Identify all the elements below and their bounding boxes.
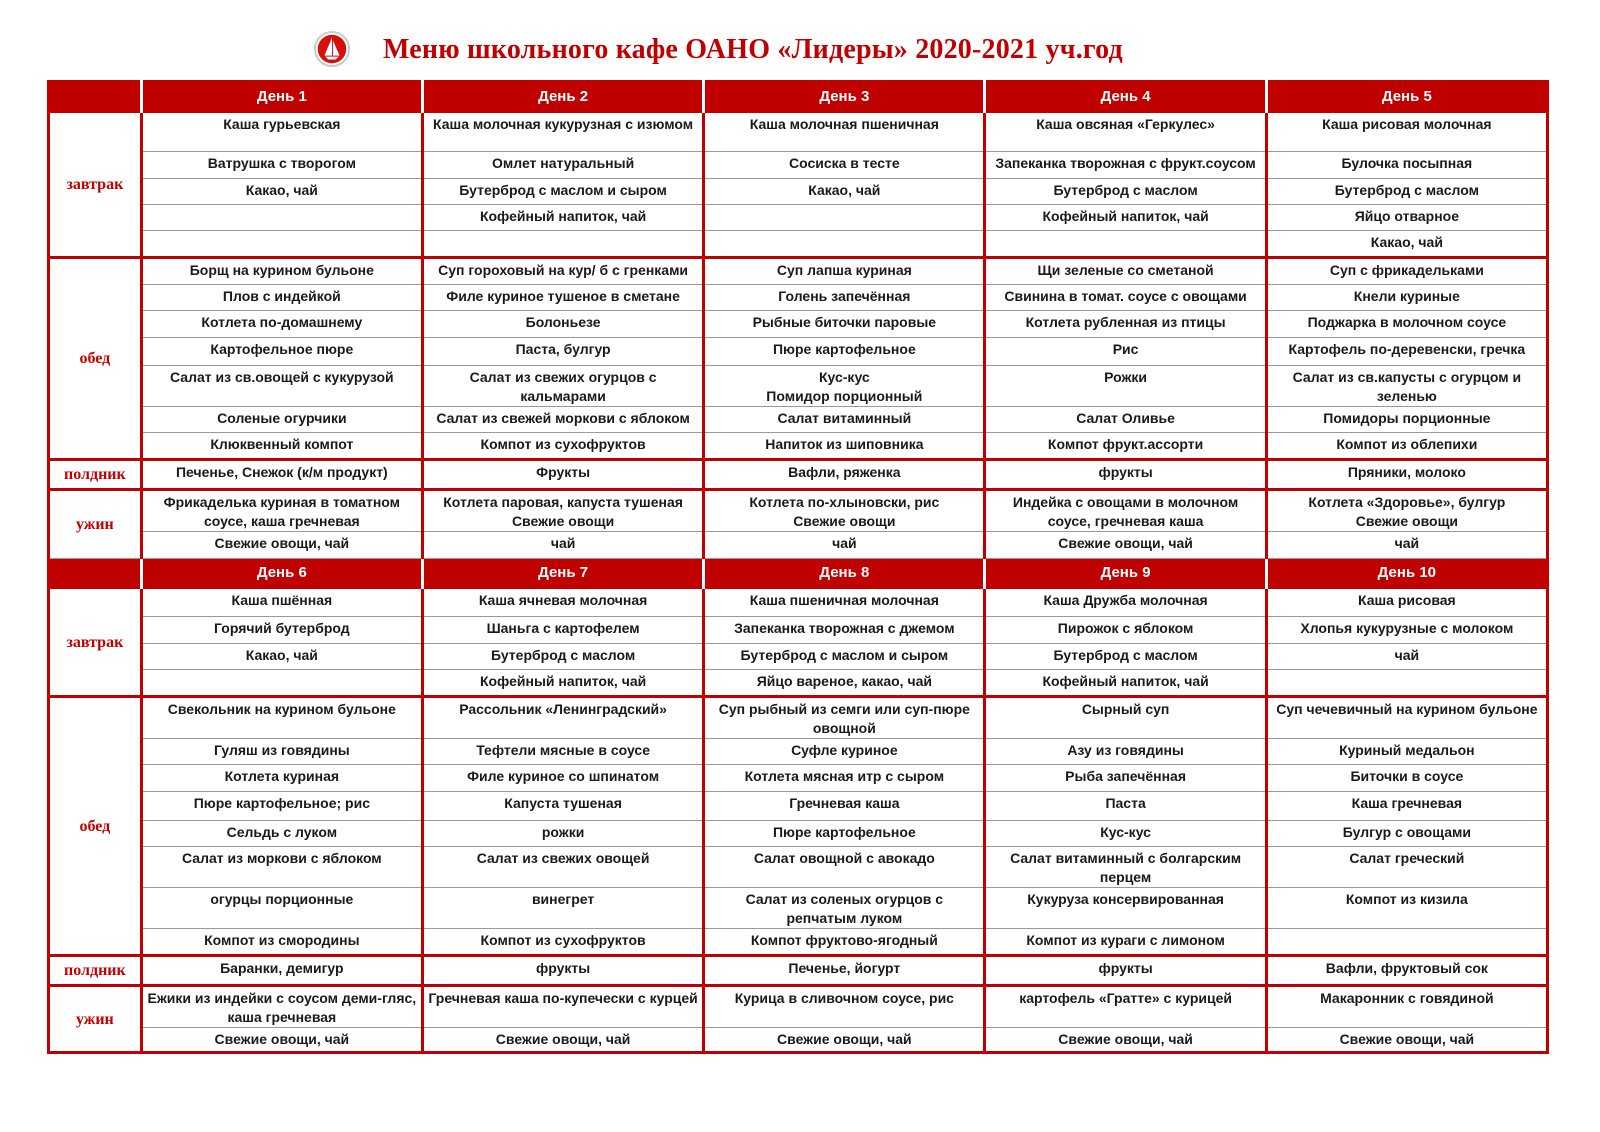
menu-item: Пирожок с яблоком <box>985 617 1266 644</box>
menu-item: Бутерброд с маслом и сыром <box>704 644 985 670</box>
menu-item: чай <box>1266 644 1547 670</box>
menu-row <box>49 205 1548 231</box>
menu-item: Котлета рубленная из птицы <box>985 311 1266 338</box>
menu-item: Компот из сухофруктов <box>422 929 703 956</box>
menu-item: Сельдь с луком <box>141 821 422 847</box>
menu-item: Какао, чай <box>1266 231 1547 258</box>
menu-item: Картофель по-деревенски, гречка <box>1266 338 1547 366</box>
menu-item: Какао, чай <box>141 179 422 205</box>
menu-item: Сосиска в тесте <box>704 152 985 179</box>
day-header-row <box>49 82 1548 112</box>
menu-item: Ежики из индейки с соусом деми-гляс, каша гречневая <box>141 986 422 1028</box>
menu-item: Каша рисовая молочная <box>1266 112 1547 152</box>
menu-item: Свежие овощи, чай <box>985 1028 1266 1053</box>
menu-item: Рыба запечённая <box>985 765 1266 792</box>
menu-item: Суп гороховый на кур/ б с гренками <box>422 258 703 285</box>
menu-item: Паста <box>985 792 1266 821</box>
menu-item: Салат из св.капусты с огурцом и зеленью <box>1266 366 1547 407</box>
menu-item: Кофейный напиток, чай <box>985 205 1266 231</box>
menu-item <box>141 231 422 258</box>
menu-item: Каша овсяная «Геркулес» <box>985 112 1266 152</box>
menu-item: Фрикаделька куриная в томатном соусе, каша гречневая <box>141 490 422 532</box>
day-header-row <box>49 559 1548 588</box>
day-header: День 10 <box>1266 559 1547 588</box>
menu-item: Курица в сливочном соусе, рис <box>704 986 985 1028</box>
menu-table <box>47 80 1549 1054</box>
menu-row <box>49 697 1548 739</box>
menu-row <box>49 888 1548 929</box>
menu-item: Филе куриное со шпинатом <box>422 765 703 792</box>
menu-item: Шаньга с картофелем <box>422 617 703 644</box>
menu-item: Салат греческий <box>1266 847 1547 888</box>
menu-item: Омлет натуральный <box>422 152 703 179</box>
menu-item: Горячий бутерброд <box>141 617 422 644</box>
menu-item: Тефтели мясные в соусе <box>422 739 703 765</box>
menu-item: Компот фрукт.ассорти <box>985 433 1266 460</box>
menu-item: Печенье, йогурт <box>704 956 985 986</box>
menu-row <box>49 152 1548 179</box>
menu-item: Кукуруза консервированная <box>985 888 1266 929</box>
menu-item: Паста, булгур <box>422 338 703 366</box>
menu-item: Поджарка в молочном соусе <box>1266 311 1547 338</box>
menu-item: Свинина в томат. соусе с овощами <box>985 285 1266 311</box>
menu-row <box>49 311 1548 338</box>
menu-item: Азу из говядины <box>985 739 1266 765</box>
menu-item: Пряники, молоко <box>1266 460 1547 490</box>
menu-item: Котлета по-хлыновски, рис Свежие овощи <box>704 490 985 532</box>
menu-row <box>49 179 1548 205</box>
menu-row <box>49 847 1548 888</box>
menu-item: Индейка с овощами в молочном соусе, гречневая каша <box>985 490 1266 532</box>
menu-item: Салат из свежих огурцов с кальмарами <box>422 366 703 407</box>
menu-item: Компот из кизила <box>1266 888 1547 929</box>
menu-item <box>704 231 985 258</box>
menu-item: Каша рисовая <box>1266 588 1547 617</box>
menu-item: Салат Оливье <box>985 407 1266 433</box>
page-title: Меню школьного кафе ОАНО «Лидеры» 2020-2021 уч.год <box>383 34 1123 65</box>
menu-item: Каша пшённая <box>141 588 422 617</box>
menu-row <box>49 231 1548 258</box>
menu-item: Компот из смородины <box>141 929 422 956</box>
day-header: День 8 <box>704 559 985 588</box>
menu-item <box>1266 929 1547 956</box>
menu-item: Бутерброд с маслом <box>985 644 1266 670</box>
menu-item: Рыбные биточки паровые <box>704 311 985 338</box>
menu-row <box>49 490 1548 532</box>
menu-item: Яйцо вареное, какао, чай <box>704 670 985 697</box>
menu-item: Помидоры порционные <box>1266 407 1547 433</box>
header-corner <box>49 559 142 588</box>
menu-item: Рис <box>985 338 1266 366</box>
menu-item: Салат из св.овощей с кукурузой <box>141 366 422 407</box>
menu-item: Запеканка творожная с джемом <box>704 617 985 644</box>
menu-item: Компот из облепихи <box>1266 433 1547 460</box>
meal-label: полдник <box>49 460 142 490</box>
menu-row <box>49 258 1548 285</box>
menu-item: Фрукты <box>422 460 703 490</box>
day-header: День 2 <box>422 82 703 112</box>
menu-item: Салат из соленых огурцов с репчатым луком <box>704 888 985 929</box>
menu-item: Компот из сухофруктов <box>422 433 703 460</box>
menu-item: Свежие овощи, чай <box>985 532 1266 559</box>
menu-item: Филе куриное тушеное в сметане <box>422 285 703 311</box>
menu-item: Свежие овощи, чай <box>704 1028 985 1053</box>
menu-item: Котлета по-домашнему <box>141 311 422 338</box>
menu-item: Болоньезе <box>422 311 703 338</box>
menu-row <box>49 366 1548 407</box>
menu-item: Суп чечевичный на курином бульоне <box>1266 697 1547 739</box>
menu-item: Котлета паровая, капуста тушеная Свежие овощи <box>422 490 703 532</box>
menu-item: Бутерброд с маслом <box>422 644 703 670</box>
page-header <box>0 28 1600 84</box>
meal-label: ужин <box>49 490 142 559</box>
menu-item: огурцы порционные <box>141 888 422 929</box>
menu-item: Борщ на курином бульоне <box>141 258 422 285</box>
menu-item: Салат из свежих овощей <box>422 847 703 888</box>
menu-item: Каша гречневая <box>1266 792 1547 821</box>
menu-item <box>141 205 422 231</box>
day-header: День 5 <box>1266 82 1547 112</box>
menu-item: Кус-кус Помидор порционный <box>704 366 985 407</box>
menu-item: чай <box>1266 532 1547 559</box>
menu-item: Щи зеленые со сметаной <box>985 258 1266 285</box>
menu-item: Кнели куриные <box>1266 285 1547 311</box>
menu-item: Голень запечённая <box>704 285 985 311</box>
menu-row <box>49 617 1548 644</box>
sailboat-emblem-icon <box>313 30 351 68</box>
menu-item: Хлопья кукурузные с молоком <box>1266 617 1547 644</box>
menu-item: Гречневая каша по-купечески с курцей <box>422 986 703 1028</box>
menu-item <box>422 231 703 258</box>
menu-item: Салат витаминный <box>704 407 985 433</box>
meal-label: ужин <box>49 986 142 1053</box>
menu-row <box>49 1028 1548 1053</box>
menu-item: рожки <box>422 821 703 847</box>
menu-item: Бутерброд с маслом <box>985 179 1266 205</box>
menu-row <box>49 407 1548 433</box>
menu-item: Напиток из шиповника <box>704 433 985 460</box>
menu-item: Кофейный напиток, чай <box>422 670 703 697</box>
menu-item: Котлета куриная <box>141 765 422 792</box>
meal-label: завтрак <box>49 112 142 258</box>
menu-item: Макаронник с говядиной <box>1266 986 1547 1028</box>
menu-row <box>49 739 1548 765</box>
menu-item: картофель «Гратте» с курицей <box>985 986 1266 1028</box>
menu-row <box>49 956 1548 986</box>
menu-item: Печенье, Снежок (к/м продукт) <box>141 460 422 490</box>
menu-item: Кус-кус <box>985 821 1266 847</box>
menu-item: Каша гурьевская <box>141 112 422 152</box>
menu-row <box>49 532 1548 559</box>
day-header: День 3 <box>704 82 985 112</box>
menu-item: Свежие овощи, чай <box>422 1028 703 1053</box>
menu-item: фрукты <box>985 956 1266 986</box>
menu-row <box>49 929 1548 956</box>
menu-item: Компот из кураги с лимоном <box>985 929 1266 956</box>
menu-item: Бутерброд с маслом <box>1266 179 1547 205</box>
meal-label: завтрак <box>49 588 142 697</box>
menu-row <box>49 821 1548 847</box>
menu-item: Клюквенный компот <box>141 433 422 460</box>
menu-item: Запеканка творожная с фрукт.соусом <box>985 152 1266 179</box>
menu-item: Каша ячневая молочная <box>422 588 703 617</box>
menu-item: Салат из свежей моркови с яблоком <box>422 407 703 433</box>
menu-row <box>49 460 1548 490</box>
menu-item: Картофельное пюре <box>141 338 422 366</box>
menu-item: Рожки <box>985 366 1266 407</box>
meal-label: обед <box>49 258 142 460</box>
menu-item: Вафли, ряженка <box>704 460 985 490</box>
menu-item: Пюре картофельное; рис <box>141 792 422 821</box>
menu-item: Каша молочная пшеничная <box>704 112 985 152</box>
menu-item: Плов с индейкой <box>141 285 422 311</box>
menu-item: Суп рыбный из семги или суп-пюре овощной <box>704 697 985 739</box>
menu-item: Булгур с овощами <box>1266 821 1547 847</box>
menu-item: Котлета «Здоровье», булгур Свежие овощи <box>1266 490 1547 532</box>
day-header: День 9 <box>985 559 1266 588</box>
menu-item: Свекольник на курином бульоне <box>141 697 422 739</box>
menu-item: Свежие овощи, чай <box>141 1028 422 1053</box>
menu-item: Капуста тушеная <box>422 792 703 821</box>
menu-item: Кофейный напиток, чай <box>422 205 703 231</box>
menu-item: Свежие овощи, чай <box>141 532 422 559</box>
menu-row <box>49 588 1548 617</box>
menu-item: Суп с фрикадельками <box>1266 258 1547 285</box>
menu-item: Куриный медальон <box>1266 739 1547 765</box>
menu-item: Салат витаминный с болгарским перцем <box>985 847 1266 888</box>
menu-item: Рассольник «Ленинградский» <box>422 697 703 739</box>
menu-item: Баранки, демигур <box>141 956 422 986</box>
menu-item: чай <box>704 532 985 559</box>
menu-item: Какао, чай <box>704 179 985 205</box>
day-header: День 6 <box>141 559 422 588</box>
menu-item <box>141 670 422 697</box>
menu-item <box>985 231 1266 258</box>
menu-item: Пюре картофельное <box>704 338 985 366</box>
day-header: День 1 <box>141 82 422 112</box>
menu-row <box>49 765 1548 792</box>
menu-item: Каша пшеничная молочная <box>704 588 985 617</box>
menu-item: Сырный суп <box>985 697 1266 739</box>
menu-row <box>49 792 1548 821</box>
menu-item: Гуляш из говядины <box>141 739 422 765</box>
menu-item: Каша молочная кукурузная с изюмом <box>422 112 703 152</box>
meal-label: полдник <box>49 956 142 986</box>
menu-item: Суп лапша куриная <box>704 258 985 285</box>
menu-item: Вафли, фруктовый сок <box>1266 956 1547 986</box>
menu-row <box>49 285 1548 311</box>
menu-item: Компот фруктово-ягодный <box>704 929 985 956</box>
menu-row <box>49 644 1548 670</box>
menu-item: чай <box>422 532 703 559</box>
day-header: День 7 <box>422 559 703 588</box>
menu-item: Суфле куриное <box>704 739 985 765</box>
day-header: День 4 <box>985 82 1266 112</box>
header-corner <box>49 82 142 112</box>
menu-item: Свежие овощи, чай <box>1266 1028 1547 1053</box>
menu-item <box>1266 670 1547 697</box>
menu-item: Котлета мясная итр с сыром <box>704 765 985 792</box>
menu-item: Салат из моркови с яблоком <box>141 847 422 888</box>
menu-item: винегрет <box>422 888 703 929</box>
menu-item: Салат овощной с авокадо <box>704 847 985 888</box>
menu-item: Соленые огурчики <box>141 407 422 433</box>
menu-item: Гречневая каша <box>704 792 985 821</box>
menu-item: Пюре картофельное <box>704 821 985 847</box>
menu-row <box>49 986 1548 1028</box>
menu-row <box>49 338 1548 366</box>
menu-item: фрукты <box>985 460 1266 490</box>
menu-item: Биточки в соусе <box>1266 765 1547 792</box>
menu-item: фрукты <box>422 956 703 986</box>
menu-item: Бутерброд с маслом и сыром <box>422 179 703 205</box>
menu-item: Яйцо отварное <box>1266 205 1547 231</box>
menu-row <box>49 670 1548 697</box>
menu-item: Какао, чай <box>141 644 422 670</box>
menu-item: Каша Дружба молочная <box>985 588 1266 617</box>
menu-item: Булочка посыпная <box>1266 152 1547 179</box>
menu-row <box>49 433 1548 460</box>
menu-row <box>49 112 1548 152</box>
menu-item: Кофейный напиток, чай <box>985 670 1266 697</box>
menu-item <box>704 205 985 231</box>
meal-label: обед <box>49 697 142 956</box>
menu-item: Ватрушка с творогом <box>141 152 422 179</box>
